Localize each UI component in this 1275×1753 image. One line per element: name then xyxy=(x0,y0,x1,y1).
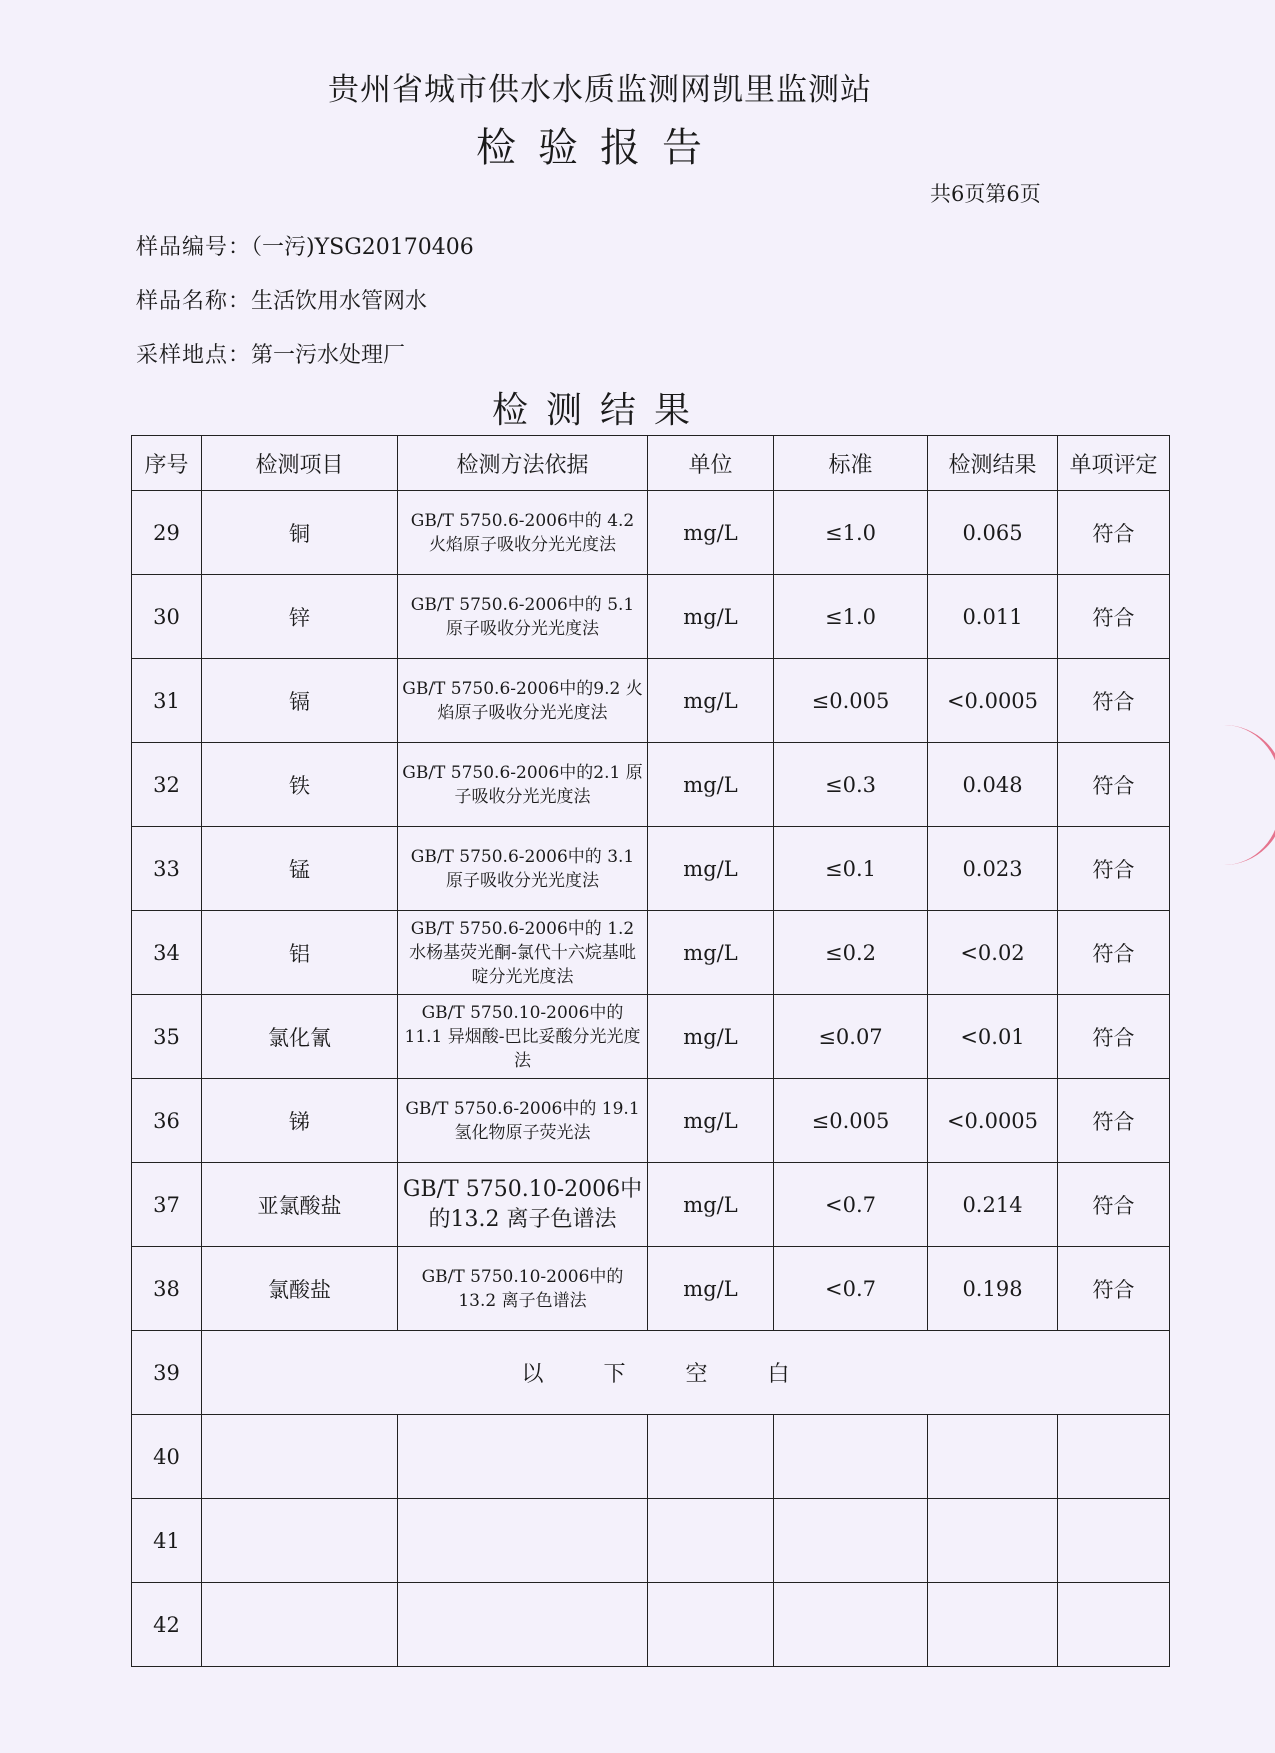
test-item: 锰 xyxy=(202,827,398,911)
test-item: 铜 xyxy=(202,491,398,575)
table-row xyxy=(132,827,1170,911)
row-number: 29 xyxy=(132,491,202,575)
row-number: 31 xyxy=(132,659,202,743)
verdict: 符合 xyxy=(1058,659,1170,743)
organization-name: 贵州省城市供水水质监测网凯里监测站 xyxy=(328,72,872,108)
row-number: 37 xyxy=(132,1163,202,1247)
table-row xyxy=(132,659,1170,743)
verdict: 符合 xyxy=(1058,1079,1170,1163)
column-header: 单位 xyxy=(648,436,774,491)
empty-row xyxy=(132,1583,1170,1667)
blank-below-note: 以下空白 xyxy=(202,1331,1170,1415)
column-header: 单项评定 xyxy=(1058,436,1170,491)
unit: mg/L xyxy=(648,575,774,659)
standard: <0.7 xyxy=(774,1163,928,1247)
test-item: 铝 xyxy=(202,911,398,995)
red-seal-fragment xyxy=(1220,725,1275,865)
result: <0.01 xyxy=(928,995,1058,1079)
unit: mg/L xyxy=(648,1079,774,1163)
verdict: 符合 xyxy=(1058,1163,1170,1247)
test-method: GB/T 5750.6-2006中的 19.1 氢化物原子荧光法 xyxy=(398,1079,648,1163)
table-header-row xyxy=(132,436,1170,491)
table-row xyxy=(132,743,1170,827)
report-title: 检验报告 xyxy=(476,125,724,171)
result: 0.011 xyxy=(928,575,1058,659)
test-item: 亚氯酸盐 xyxy=(202,1163,398,1247)
row-number: 39 xyxy=(132,1331,202,1415)
test-method: GB/T 5750.6-2006中的 5.1 原子吸收分光光度法 xyxy=(398,575,648,659)
standard: ≤0.005 xyxy=(774,659,928,743)
empty-row xyxy=(132,1499,1170,1583)
column-header: 检测结果 xyxy=(928,436,1058,491)
result: 0.198 xyxy=(928,1247,1058,1331)
results-table xyxy=(131,435,1170,1667)
result: <0.0005 xyxy=(928,1079,1058,1163)
result: 0.023 xyxy=(928,827,1058,911)
table-row xyxy=(132,1163,1170,1247)
test-method: GB/T 5750.6-2006中的 4.2 火焰原子吸收分光光度法 xyxy=(398,491,648,575)
sample-name-line xyxy=(136,284,427,315)
sample-id-label: 样品编号： xyxy=(136,235,252,260)
verdict: 符合 xyxy=(1058,743,1170,827)
row-number: 40 xyxy=(132,1415,202,1499)
test-method: GB/T 5750.6-2006中的 1.2 水杨基荧光酮-氯代十六烷基吡啶分光光度法 xyxy=(398,911,648,995)
verdict: 符合 xyxy=(1058,1247,1170,1331)
result: <0.02 xyxy=(928,911,1058,995)
row-number: 32 xyxy=(132,743,202,827)
column-header: 检测项目 xyxy=(202,436,398,491)
table-row xyxy=(132,1247,1170,1331)
test-method: GB/T 5750.10-2006中的 11.1 异烟酸-巴比妥酸分光光度法 xyxy=(398,995,648,1079)
test-method: GB/T 5750.6-2006中的2.1 原子吸收分光光度法 xyxy=(398,743,648,827)
empty-row xyxy=(132,1415,1170,1499)
test-item: 镉 xyxy=(202,659,398,743)
table-row xyxy=(132,995,1170,1079)
verdict: 符合 xyxy=(1058,995,1170,1079)
unit: mg/L xyxy=(648,743,774,827)
test-item: 锌 xyxy=(202,575,398,659)
sample-name-label: 样品名称： xyxy=(136,289,252,314)
standard: ≤0.2 xyxy=(774,911,928,995)
result: 0.214 xyxy=(928,1163,1058,1247)
test-method: GB/T 5750.6-2006中的9.2 火焰原子吸收分光光度法 xyxy=(398,659,648,743)
row-number: 42 xyxy=(132,1583,202,1667)
standard: ≤0.1 xyxy=(774,827,928,911)
sample-id-line xyxy=(136,230,474,261)
column-header: 标准 xyxy=(774,436,928,491)
sample-location-line xyxy=(136,338,405,369)
standard: ≤0.07 xyxy=(774,995,928,1079)
verdict: 符合 xyxy=(1058,827,1170,911)
test-method: GB/T 5750.6-2006中的 3.1 原子吸收分光光度法 xyxy=(398,827,648,911)
test-method: GB/T 5750.10-2006中的 13.2 离子色谱法 xyxy=(398,1247,648,1331)
row-number: 41 xyxy=(132,1499,202,1583)
unit: mg/L xyxy=(648,995,774,1079)
standard: ≤1.0 xyxy=(774,575,928,659)
test-item: 锑 xyxy=(202,1079,398,1163)
verdict: 符合 xyxy=(1058,491,1170,575)
sample-name-value: 生活饮用水管网水 xyxy=(251,289,428,314)
row-number: 36 xyxy=(132,1079,202,1163)
verdict: 符合 xyxy=(1058,575,1170,659)
table-row xyxy=(132,491,1170,575)
row-number: 34 xyxy=(132,911,202,995)
unit: mg/L xyxy=(648,491,774,575)
sample-location-label: 采样地点： xyxy=(136,343,252,368)
standard: <0.7 xyxy=(774,1247,928,1331)
table-row xyxy=(132,1079,1170,1163)
blank-note-row xyxy=(132,1331,1170,1415)
row-number: 30 xyxy=(132,575,202,659)
standard: ≤1.0 xyxy=(774,491,928,575)
unit: mg/L xyxy=(648,1247,774,1331)
test-item: 氯化氰 xyxy=(202,995,398,1079)
sample-location-value: 第一污水处理厂 xyxy=(251,343,406,368)
test-method: GB/T 5750.10-2006中的13.2 离子色谱法 xyxy=(398,1163,648,1247)
result: 0.065 xyxy=(928,491,1058,575)
column-header: 序号 xyxy=(132,436,202,491)
sample-id-value: （一污)YSG20170406 xyxy=(251,235,474,260)
unit: mg/L xyxy=(648,911,774,995)
results-heading: 检测结果 xyxy=(491,390,708,431)
row-number: 33 xyxy=(132,827,202,911)
result: 0.048 xyxy=(928,743,1058,827)
test-item: 氯酸盐 xyxy=(202,1247,398,1331)
page-count: 共6页第6页 xyxy=(930,182,1041,206)
unit: mg/L xyxy=(648,827,774,911)
row-number: 35 xyxy=(132,995,202,1079)
standard: ≤0.005 xyxy=(774,1079,928,1163)
unit: mg/L xyxy=(648,659,774,743)
table-row xyxy=(132,911,1170,995)
verdict: 符合 xyxy=(1058,911,1170,995)
unit: mg/L xyxy=(648,1163,774,1247)
column-header: 检测方法依据 xyxy=(398,436,648,491)
result: <0.0005 xyxy=(928,659,1058,743)
table-row xyxy=(132,575,1170,659)
test-item: 铁 xyxy=(202,743,398,827)
row-number: 38 xyxy=(132,1247,202,1331)
standard: ≤0.3 xyxy=(774,743,928,827)
